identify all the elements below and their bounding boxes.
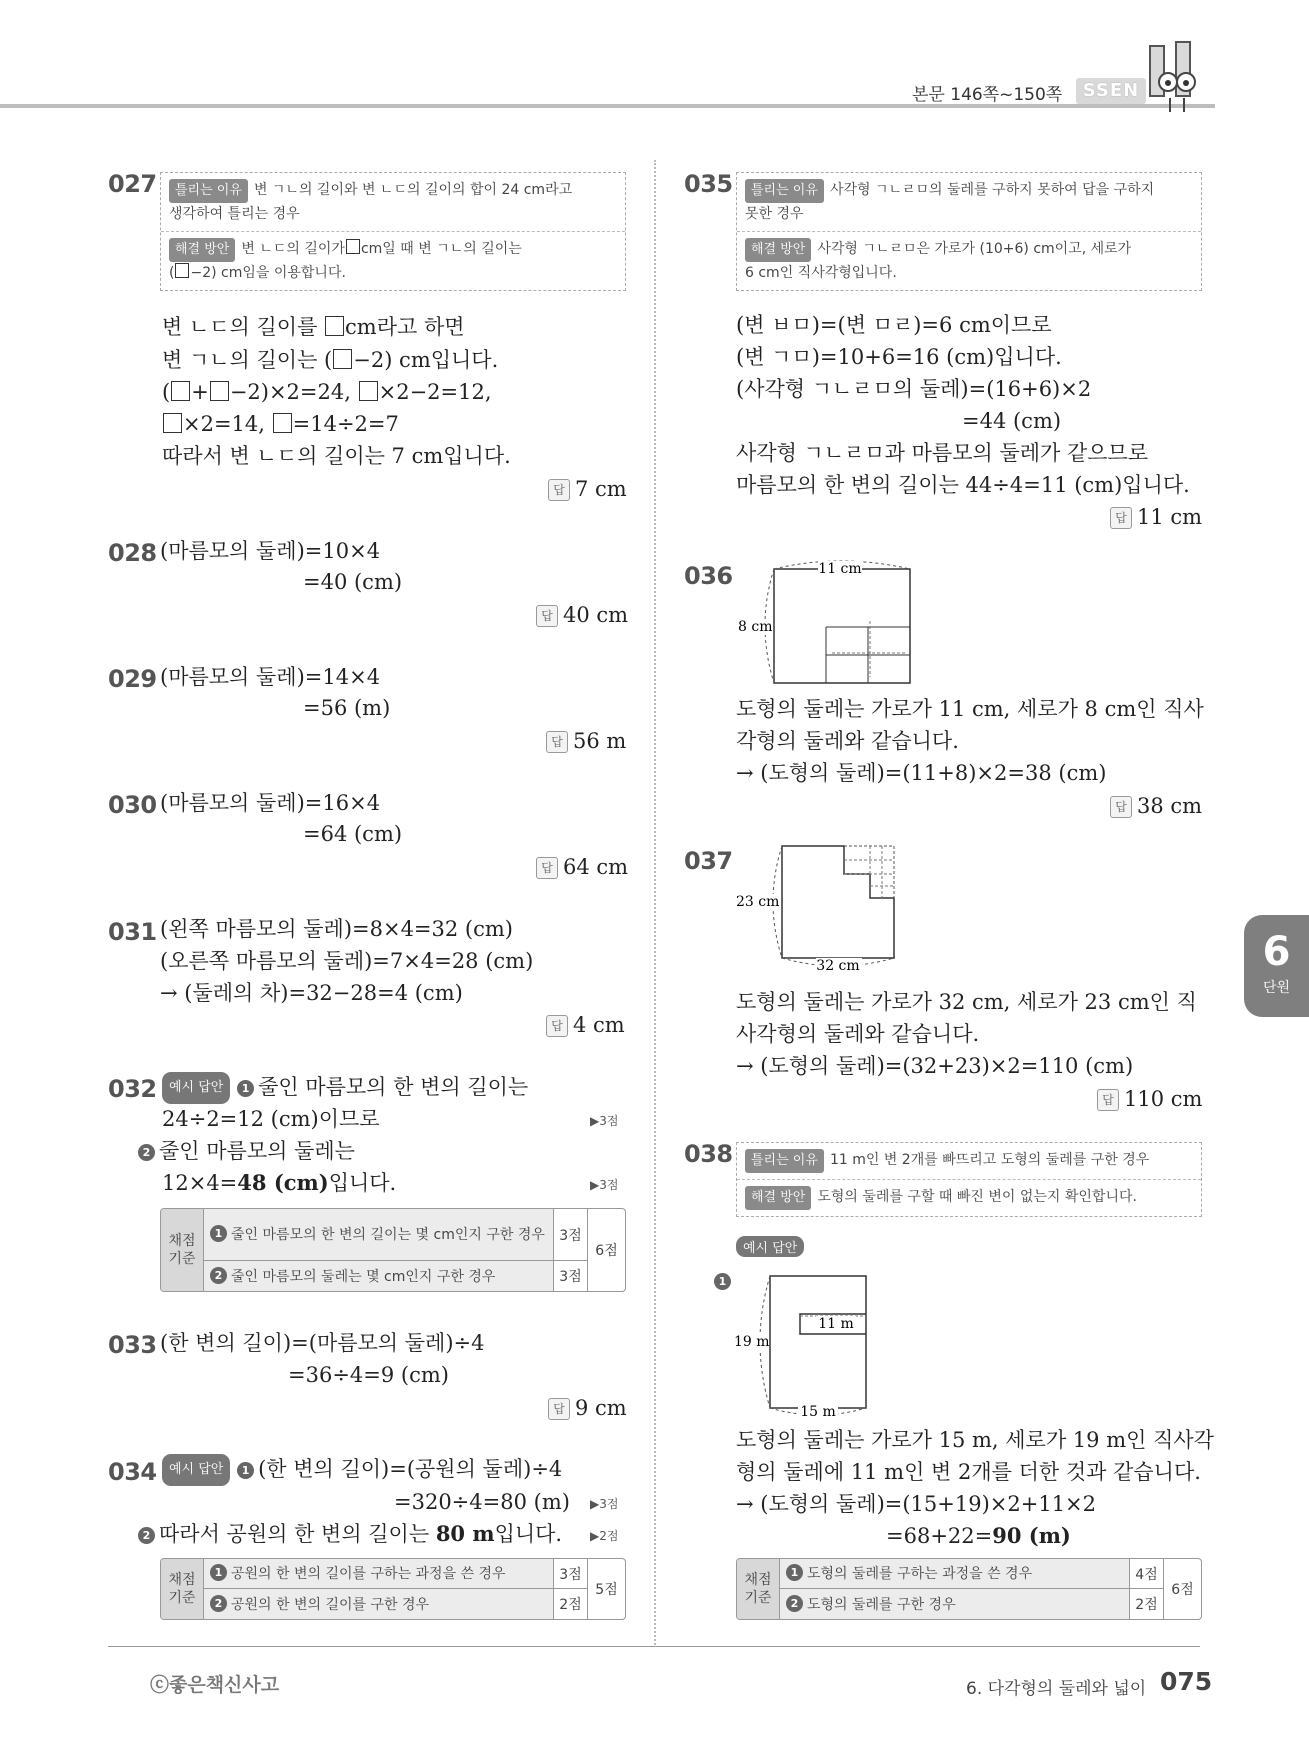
figure-label: 15 m bbox=[800, 1404, 836, 1418]
grading-points: 3점 bbox=[553, 1261, 587, 1291]
solution-line: 12×4=48 (cm)입니다. bbox=[162, 1170, 397, 1195]
figure-label: 32 cm bbox=[816, 958, 860, 974]
solution-line: 2 따라서 공원의 한 변의 길이는 80 m입니다. bbox=[138, 1519, 562, 1549]
question-number: 034 bbox=[108, 1458, 157, 1486]
figure-label: 19 m bbox=[734, 1334, 770, 1350]
question-number: 030 bbox=[108, 791, 157, 819]
grading-total: 6점 bbox=[1163, 1559, 1201, 1619]
solution-line: ×2=14, =14÷2=7 bbox=[162, 409, 399, 439]
question-number: 036 bbox=[684, 562, 733, 590]
mistake-tag: 틀리는 이유 bbox=[169, 179, 248, 203]
solution-line: (사각형 ㄱㄴㄹㅁ의 둘레)=(16+6)×2 bbox=[736, 377, 1092, 401]
grading-label: 채점 기준 bbox=[161, 1559, 203, 1619]
solution-line: 변 ㄴㄷ의 길이를 cm라고 하면 bbox=[162, 315, 465, 339]
solution-line: 변 ㄱㄴ의 길이는 ( −2) cm입니다. bbox=[162, 348, 499, 372]
figure-label: 23 cm bbox=[736, 894, 780, 910]
solution-line: 각형의 둘레와 같습니다. bbox=[736, 729, 959, 753]
grading-points: 2점 bbox=[553, 1589, 587, 1619]
solution-line: (오른쪽 마름모의 둘레)=7×4=28 (cm) bbox=[160, 949, 534, 973]
solution-line: =40 (cm) bbox=[303, 570, 403, 594]
page-reference: 본문 146쪽~150쪽 bbox=[912, 85, 1063, 105]
solution-line: ( + −2)×2=24, ×2−2=12, bbox=[162, 380, 492, 404]
solution-line: =320÷4=80 (m) bbox=[394, 1490, 570, 1514]
points-marker: ▶2점 bbox=[590, 1529, 619, 1543]
grading-criterion: 1 도형의 둘레를 구하는 과정을 쓴 경우 bbox=[779, 1559, 1129, 1589]
solution-line: (마름모의 둘레)=16×4 bbox=[160, 791, 381, 815]
solution-line: (변 ㄱㅁ)=10+6=16 (cm)입니다. bbox=[736, 345, 1062, 369]
answer: 답 64 cm bbox=[536, 855, 628, 879]
solution-line: → (도형의 둘레)=(11+8)×2=38 (cm) bbox=[736, 761, 1107, 785]
question-number: 031 bbox=[108, 918, 157, 946]
unit-tab bbox=[1244, 915, 1309, 1017]
example-answer-badge: 예시 답안 bbox=[162, 1454, 230, 1486]
solution-line: 도형의 둘레는 가로가 11 cm, 세로가 8 cm인 직사 bbox=[736, 697, 1204, 721]
grading-criterion: 1 공원의 한 변의 길이를 구하는 과정을 쓴 경우 bbox=[203, 1559, 553, 1589]
solution-line: =56 (m) bbox=[303, 696, 391, 720]
tip-box bbox=[736, 1142, 1202, 1217]
answer: 답 7 cm bbox=[548, 477, 627, 501]
solution-line: 사각형의 둘레와 같습니다. bbox=[736, 1022, 980, 1046]
points-marker: ▶3점 bbox=[590, 1497, 619, 1511]
answer: 답 4 cm bbox=[546, 1013, 625, 1037]
answer: 답 9 cm bbox=[548, 1396, 627, 1420]
grading-label: 채점 기준 bbox=[737, 1559, 779, 1619]
column-divider bbox=[654, 160, 656, 1645]
grading-criterion: 2 도형의 둘레를 구한 경우 bbox=[779, 1589, 1129, 1619]
grading-criterion: 2 줄인 마름모의 둘레는 몇 cm인지 구한 경우 bbox=[203, 1261, 553, 1291]
answer: 답 38 cm bbox=[1110, 794, 1202, 818]
chapter-title: 6. 다각형의 둘레와 넓이 bbox=[966, 1679, 1147, 1699]
grading-total: 6점 bbox=[587, 1209, 625, 1291]
unit-number: 6 bbox=[1262, 929, 1291, 975]
page-number: 075 bbox=[1160, 1667, 1213, 1696]
tip-box bbox=[736, 172, 1202, 291]
grading-table bbox=[160, 1558, 626, 1620]
solution-line: 마름모의 한 변의 길이는 44÷4=11 (cm)입니다. bbox=[736, 473, 1190, 497]
solution-line: =44 (cm) bbox=[962, 409, 1062, 433]
tip-box bbox=[160, 172, 626, 291]
solution-line: 예시 답안 1 (한 변의 길이)=(공원의 둘레)÷4 bbox=[162, 1454, 562, 1486]
points-marker: ▶3점 bbox=[590, 1114, 619, 1128]
example-answer-badge: 예시 답안 bbox=[162, 1072, 230, 1104]
solution-line: (한 변의 길이)=(마름모의 둘레)÷4 bbox=[160, 1331, 485, 1355]
points-marker: ▶3점 bbox=[590, 1178, 619, 1192]
solution-hint: 해결 방안 도형의 둘레를 구할 때 빠진 변이 없는지 확인합니다. bbox=[737, 1179, 1201, 1216]
mascot-icon bbox=[1146, 40, 1216, 116]
solution-tag: 해결 방안 bbox=[169, 238, 235, 262]
solution-line: 형의 둘레에 11 m인 변 2개를 더한 것과 같습니다. bbox=[736, 1460, 1201, 1484]
mistake-reason: 틀리는 이유 사각형 ㄱㄴㄹㅁ의 둘레를 구하지 못하여 답을 구하지 못한 경우 bbox=[737, 173, 1201, 231]
solution-line: =68+22=90 (m) bbox=[886, 1523, 1071, 1548]
answer: 답 11 cm bbox=[1110, 505, 1202, 529]
figure-label: 8 cm bbox=[738, 619, 773, 635]
solution-line: (왼쪽 마름모의 둘레)=8×4=32 (cm) bbox=[160, 917, 513, 941]
mistake-reason: 틀리는 이유 변 ㄱㄴ의 길이와 변 ㄴㄷ의 길이의 합이 24 cm라고 생각하여 틀리는 경우 bbox=[161, 173, 625, 231]
solution-line: 24÷2=12 (cm)이므로 bbox=[162, 1107, 380, 1131]
grading-criterion: 2 공원의 한 변의 길이를 구한 경우 bbox=[203, 1589, 553, 1619]
question-number: 033 bbox=[108, 1331, 157, 1359]
grading-total: 5점 bbox=[587, 1559, 625, 1619]
solution-line: 도형의 둘레는 가로가 15 m, 세로가 19 m인 직사각 bbox=[736, 1428, 1214, 1452]
brand-logo: SSEN bbox=[1076, 78, 1146, 104]
question-number: 029 bbox=[108, 665, 157, 693]
grading-table bbox=[160, 1208, 626, 1292]
figure-038 bbox=[730, 1268, 880, 1418]
solution-line: 예시 답안 1 줄인 마름모의 한 변의 길이는 bbox=[162, 1072, 528, 1104]
figure-label: 11 m bbox=[818, 1316, 854, 1332]
solution-hint: 해결 방안 사각형 ㄱㄴㄹㅁ은 가로가 (10+6) cm이고, 세로가 6 cm인 직사각형입니다. bbox=[737, 231, 1201, 290]
question-number: 032 bbox=[108, 1075, 157, 1103]
answer: 답 56 m bbox=[546, 729, 626, 753]
solution-line: =64 (cm) bbox=[303, 822, 403, 846]
solution-line: 도형의 둘레는 가로가 32 cm, 세로가 23 cm인 직 bbox=[736, 990, 1197, 1014]
figure-037 bbox=[730, 838, 940, 978]
figure-036 bbox=[730, 555, 930, 690]
publisher: ⓒ좋은책신사고 bbox=[150, 1674, 280, 1696]
footer-rule bbox=[108, 1646, 1200, 1647]
grading-points: 3점 bbox=[553, 1209, 587, 1261]
question-number: 028 bbox=[108, 539, 157, 567]
solution-line: → (둘레의 차)=32−28=4 (cm) bbox=[160, 981, 463, 1005]
solution-line: (마름모의 둘레)=10×4 bbox=[160, 539, 381, 563]
solution-line: → (도형의 둘레)=(32+23)×2=110 (cm) bbox=[736, 1054, 1134, 1078]
solution-line: (마름모의 둘레)=14×4 bbox=[160, 665, 381, 689]
solution-line: 사각형 ㄱㄴㄹㅁ과 마름모의 둘레가 같으므로 bbox=[736, 441, 1149, 465]
figure-label: 11 cm bbox=[818, 561, 862, 577]
grading-points: 4점 bbox=[1129, 1559, 1163, 1589]
question-number: 027 bbox=[108, 170, 157, 198]
question-number: 035 bbox=[684, 170, 733, 198]
solution-line: (변 ㅂㅁ)=(변 ㅁㄹ)=6 cm이므로 bbox=[736, 313, 1052, 337]
mistake-reason: 틀리는 이유 11 m인 변 2개를 빠뜨리고 도형의 둘레를 구한 경우 bbox=[737, 1143, 1201, 1179]
grading-points: 3점 bbox=[553, 1559, 587, 1589]
answer: 답 40 cm bbox=[536, 603, 628, 627]
solution-line: 따라서 변 ㄴㄷ의 길이는 7 cm입니다. bbox=[162, 444, 511, 468]
grading-criterion: 1 줄인 마름모의 한 변의 길이는 몇 cm인지 구한 경우 bbox=[203, 1209, 553, 1261]
grading-points: 2점 bbox=[1129, 1589, 1163, 1619]
solution-line: → (도형의 둘레)=(15+19)×2+11×2 bbox=[736, 1492, 1097, 1516]
grading-label: 채점 기준 bbox=[161, 1209, 203, 1291]
solution-hint: 해결 방안 변 ㄴㄷ의 길이가 cm일 때 변 ㄱㄴ의 길이는 ( −2) cm임을 이용합니다. bbox=[161, 231, 625, 290]
question-number: 037 bbox=[684, 847, 733, 875]
example-answer-badge: 예시 답안 bbox=[736, 1236, 804, 1259]
solution-line: 2 줄인 마름모의 둘레는 bbox=[138, 1136, 355, 1166]
solution-line: =36÷4=9 (cm) bbox=[288, 1363, 449, 1387]
question-number: 038 bbox=[684, 1140, 733, 1168]
unit-label: 단원 bbox=[1262, 980, 1291, 996]
grading-table bbox=[736, 1558, 1202, 1620]
answer: 답 110 cm bbox=[1097, 1087, 1202, 1111]
